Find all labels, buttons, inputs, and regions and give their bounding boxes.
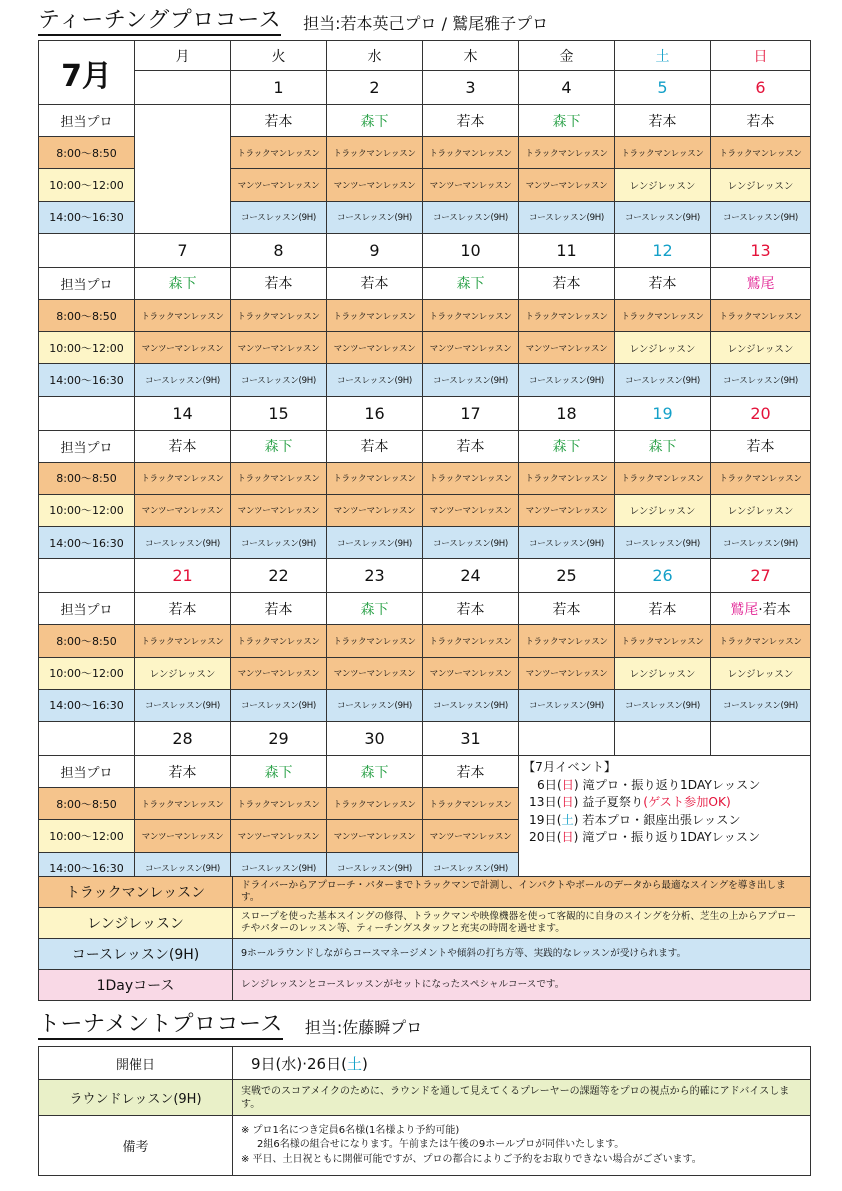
lesson-mantoman: マンツーマンレッスン (327, 820, 423, 852)
pro-cell: 若本 (423, 756, 519, 788)
lesson-mantoman: マンツーマンレッスン (423, 657, 519, 689)
pro-cell: 若本 (711, 430, 811, 462)
day-cell: 22 (231, 559, 327, 593)
lesson-course: コースレッスン(9H) (327, 527, 423, 559)
pro-cell: 若本 (711, 105, 811, 137)
day-cell: 31 (423, 722, 519, 756)
pro-cell: 若本 (327, 430, 423, 462)
day-cell: 10 (423, 233, 519, 267)
lesson-range: レンジレッスン (615, 169, 711, 201)
lesson-course: コースレッスン(9H) (519, 364, 615, 396)
row-label-slot3: 14:00〜16:30 (39, 689, 135, 721)
row-label-slot2: 10:00〜12:00 (39, 820, 135, 852)
lesson-course: コースレッスン(9H) (231, 689, 327, 721)
day-cell-empty (711, 722, 811, 756)
event-text: 滝プロ・振り返り1DAYレッスン (582, 830, 761, 844)
row-label-pro: 担当プロ (39, 430, 135, 462)
lesson-course: コースレッスン(9H) (231, 201, 327, 233)
row-label-pro: 担当プロ (39, 267, 135, 299)
lesson-course: コースレッスン(9H) (519, 527, 615, 559)
pro-cell: 若本 (615, 105, 711, 137)
legend-desc: レンジレッスンとコースレッスンがセットになったスペシャルコースです。 (233, 970, 811, 1001)
lesson-course: コースレッスン(9H) (711, 201, 811, 233)
day-cell: 14 (135, 396, 231, 430)
weekday-sat: 土 (615, 41, 711, 71)
day-cell: 23 (327, 559, 423, 593)
lesson-trackman: トラックマンレッスン (615, 299, 711, 331)
pro-cell: 森下 (519, 105, 615, 137)
note-line: ※ 平日、土日祝ともに開催可能ですが、プロの都合によりご予約をお取りできない場合がございます。 (241, 1153, 702, 1165)
lesson-trackman: トラックマンレッスン (711, 462, 811, 494)
day-cell: 15 (231, 396, 327, 430)
day-cell: 26 (615, 559, 711, 593)
lesson-trackman: トラックマンレッスン (519, 137, 615, 169)
teaching-header (38, 6, 548, 36)
day-cell: 2 (327, 71, 423, 105)
tournament-dates-paren: ) (361, 1054, 368, 1073)
day-cell: 13 (711, 233, 811, 267)
event-paren: ) (573, 812, 579, 827)
weekday-wed: 水 (327, 41, 423, 71)
event-text: 益子夏祭り (582, 795, 644, 809)
event-date: 13日( (529, 795, 562, 809)
lesson-range: レンジレッスン (615, 657, 711, 689)
pro-cell: 若本 (423, 430, 519, 462)
lesson-trackman: トラックマンレッスン (423, 625, 519, 657)
row-label-slot2: 10:00〜12:00 (39, 169, 135, 201)
events-box (519, 756, 811, 885)
day-cell: 12 (615, 233, 711, 267)
lesson-trackman: トラックマンレッスン (231, 462, 327, 494)
day-cell: 8 (231, 233, 327, 267)
pro-cell: 若本 (135, 593, 231, 625)
lesson-mantoman: マンツーマンレッスン (231, 169, 327, 201)
event-item (523, 812, 806, 830)
lesson-mantoman: マンツーマンレッスン (519, 332, 615, 364)
events-title: 【7月イベント】 (523, 760, 617, 774)
lesson-course: コースレッスン(9H) (711, 689, 811, 721)
event-note: (ゲスト参加OK) (643, 795, 731, 809)
row-label-slot2: 10:00〜12:00 (39, 657, 135, 689)
event-dow: 土 (561, 812, 574, 827)
round-lesson-label: ラウンドレッスン(9H) (39, 1080, 233, 1116)
lesson-trackman: トラックマンレッスン (135, 788, 231, 820)
event-item (523, 777, 806, 795)
row-label-pro: 担当プロ (39, 756, 135, 788)
lesson-trackman: トラックマンレッスン (327, 625, 423, 657)
lesson-mantoman: マンツーマンレッスン (135, 820, 231, 852)
lesson-trackman: トラックマンレッスン (231, 299, 327, 331)
day-cell: 19 (615, 396, 711, 430)
lesson-course: コースレッスン(9H) (327, 689, 423, 721)
event-paren: ) (573, 830, 579, 844)
pro-cell: 若本 (135, 756, 231, 788)
lesson-trackman: トラックマンレッスン (615, 462, 711, 494)
lesson-mantoman: マンツーマンレッスン (423, 169, 519, 201)
pro-cell: 森下 (519, 430, 615, 462)
teaching-staff: 担当:若本英己プロ / 鷲尾雅子プロ (303, 14, 549, 33)
pro-cell: 若本 (615, 267, 711, 299)
lesson-trackman: トラックマンレッスン (327, 137, 423, 169)
lesson-mantoman: マンツーマンレッスン (519, 494, 615, 526)
weekday-sun: 日 (711, 41, 811, 71)
lesson-mantoman: マンツーマンレッスン (519, 657, 615, 689)
pro-cell: 森下 (231, 756, 327, 788)
day-spacer (39, 559, 135, 593)
lesson-trackman: トラックマンレッスン (231, 788, 327, 820)
lesson-trackman: トラックマンレッスン (711, 299, 811, 331)
lesson-course: コースレッスン(9H) (135, 364, 231, 396)
pro-cell: 森下 (327, 105, 423, 137)
row-label-pro: 担当プロ (39, 105, 135, 137)
pro-cell: 森下 (615, 430, 711, 462)
round-lesson-desc: 実戦でのスコアメイクのために、ラウンドを通して見えてくるプレーヤーの課題等をプロの視点から的確にアドバイスします。 (233, 1080, 811, 1116)
day-cell: 6 (711, 71, 811, 105)
event-dow: 日 (561, 830, 574, 844)
day-cell: 3 (423, 71, 519, 105)
teaching-course-title: ティーチングプロコース (38, 8, 281, 36)
month-label: 7月 (39, 41, 135, 105)
pro-cell: 若本 (423, 593, 519, 625)
lesson-course: コースレッスン(9H) (231, 852, 327, 884)
day-cell: 16 (327, 396, 423, 430)
day-cell: 29 (231, 722, 327, 756)
day-cell: 21 (135, 559, 231, 593)
lesson-range: レンジレッスン (615, 332, 711, 364)
lesson-trackman: トラックマンレッスン (423, 137, 519, 169)
lesson-trackman: トラックマンレッスン (327, 299, 423, 331)
row-label-slot1: 8:00〜8:50 (39, 788, 135, 820)
lesson-mantoman: マンツーマンレッスン (519, 169, 615, 201)
row-label-slot1: 8:00〜8:50 (39, 625, 135, 657)
lesson-range: レンジレッスン (615, 494, 711, 526)
lesson-mantoman: マンツーマンレッスン (231, 332, 327, 364)
weekday-thu: 木 (423, 41, 519, 71)
lesson-course: コースレッスン(9H) (135, 852, 231, 884)
lesson-course: コースレッスン(9H) (615, 364, 711, 396)
day-cell: 11 (519, 233, 615, 267)
lesson-course: コースレッスン(9H) (711, 527, 811, 559)
lesson-trackman: トラックマンレッスン (327, 462, 423, 494)
lesson-trackman: トラックマンレッスン (327, 788, 423, 820)
pro-cell: 若本 (519, 593, 615, 625)
lesson-trackman: トラックマンレッスン (231, 625, 327, 657)
lesson-range: レンジレッスン (711, 169, 811, 201)
lesson-course: コースレッスン(9H) (423, 852, 519, 884)
lesson-trackman: トラックマンレッスン (231, 137, 327, 169)
lesson-course: コースレッスン(9H) (519, 201, 615, 233)
pro-cell: 若本 (519, 267, 615, 299)
lesson-course: コースレッスン(9H) (423, 689, 519, 721)
day-cell: 25 (519, 559, 615, 593)
lesson-trackman: トラックマンレッスン (423, 299, 519, 331)
pro-cell: 森下 (327, 593, 423, 625)
lesson-trackman: トラックマンレッスン (615, 625, 711, 657)
lesson-course: コースレッスン(9H) (615, 201, 711, 233)
day-spacer (39, 396, 135, 430)
day-cell: 7 (135, 233, 231, 267)
lesson-trackman: トラックマンレッスン (135, 625, 231, 657)
legend-name: トラックマンレッスン (39, 877, 233, 908)
weekday-mon: 月 (135, 41, 231, 71)
lesson-trackman: トラックマンレッスン (711, 137, 811, 169)
tournament-dates-label: 開催日 (39, 1047, 233, 1080)
tournament-header (38, 1010, 422, 1040)
pro-cell: 若本 (135, 430, 231, 462)
tournament-course-title: トーナメントプロコース (38, 1012, 283, 1040)
teaching-calendar (38, 40, 811, 885)
pro-washio: 鷲尾 (730, 601, 759, 618)
pro-cell: 若本 (231, 267, 327, 299)
lesson-mantoman: マンツーマンレッスン (327, 494, 423, 526)
pro-cell: 鷲尾 (711, 267, 811, 299)
lesson-trackman: トラックマンレッスン (711, 625, 811, 657)
lesson-trackman: トラックマンレッスン (135, 462, 231, 494)
notes (233, 1116, 811, 1176)
day-cell (135, 71, 231, 105)
note-line: 2組6名様の組合せになります。午前または午後の9ホールプロが同伴いたします。 (257, 1139, 625, 1151)
weekday-fri: 金 (519, 41, 615, 71)
event-paren: ) (573, 795, 579, 809)
lesson-mantoman: マンツーマンレッスン (423, 494, 519, 526)
day-cell: 28 (135, 722, 231, 756)
day-cell: 24 (423, 559, 519, 593)
pro-cell-split: 鷲尾·若本 (711, 593, 811, 625)
event-text: 若本プロ・銀座出張レッスン (582, 812, 741, 827)
event-date: 19日( (529, 812, 562, 827)
lesson-course: コースレッスン(9H) (231, 527, 327, 559)
row-label-slot3: 14:00〜16:30 (39, 852, 135, 884)
day-spacer (39, 722, 135, 756)
row-label-slot2: 10:00〜12:00 (39, 332, 135, 364)
day-cell: 27 (711, 559, 811, 593)
tournament-dates (233, 1047, 811, 1080)
lesson-course: コースレッスン(9H) (135, 527, 231, 559)
lesson-mantoman: マンツーマンレッスン (327, 657, 423, 689)
legend-desc: 9ホールラウンドしながらコースマネージメントや傾斜の打ち方等、実践的なレッスンが受けられます。 (233, 939, 811, 970)
legend-name: コースレッスン(9H) (39, 939, 233, 970)
event-text: 滝プロ・振り返り1DAYレッスン (582, 777, 761, 792)
lesson-trackman: トラックマンレッスン (519, 625, 615, 657)
notes-label: 備考 (39, 1116, 233, 1176)
lesson-course: コースレッスン(9H) (615, 689, 711, 721)
legend-desc: ドライバーからアプローチ・パターまでトラックマンで計測し、インパクトやボールのデータから最適なスイングを導き出します。 (233, 877, 811, 908)
event-item (523, 829, 806, 847)
lesson-course: コースレッスン(9H) (327, 364, 423, 396)
tournament-dates-text: 9日(水)·26日( (251, 1054, 347, 1073)
row-label-slot3: 14:00〜16:30 (39, 201, 135, 233)
lesson-course: コースレッスン(9H) (327, 201, 423, 233)
lesson-trackman: トラックマンレッスン (423, 788, 519, 820)
lesson-range: レンジレッスン (711, 657, 811, 689)
lesson-mantoman: マンツーマンレッスン (423, 820, 519, 852)
day-cell: 18 (519, 396, 615, 430)
lesson-course: コースレッスン(9H) (231, 364, 327, 396)
lesson-mantoman: マンツーマンレッスン (135, 494, 231, 526)
day-cell: 20 (711, 396, 811, 430)
pro-cell: 森下 (135, 267, 231, 299)
lesson-course: コースレッスン(9H) (135, 689, 231, 721)
day-cell: 5 (615, 71, 711, 105)
day-cell: 30 (327, 722, 423, 756)
tournament-dates-dow: 土 (346, 1054, 362, 1073)
lesson-course: コースレッスン(9H) (711, 364, 811, 396)
pro-cell: 森下 (423, 267, 519, 299)
lesson-trackman: トラックマンレッスン (615, 137, 711, 169)
event-item (523, 794, 806, 812)
lesson-course: コースレッスン(9H) (615, 527, 711, 559)
day-cell-empty (519, 722, 615, 756)
note-line: ※ プロ1名につき定員6名様(1名様より予約可能) (241, 1124, 460, 1136)
tournament-staff: 担当:佐藤瞬プロ (304, 1018, 423, 1037)
row-label-slot1: 8:00〜8:50 (39, 462, 135, 494)
row-label-pro: 担当プロ (39, 593, 135, 625)
pro-cell: 若本 (231, 593, 327, 625)
row-label-slot1: 8:00〜8:50 (39, 299, 135, 331)
day-cell: 4 (519, 71, 615, 105)
lesson-mantoman: マンツーマンレッスン (135, 332, 231, 364)
lesson-course: コースレッスン(9H) (519, 689, 615, 721)
row-label-slot2: 10:00〜12:00 (39, 494, 135, 526)
lesson-range: レンジレッスン (711, 494, 811, 526)
pro-cell: 若本 (231, 105, 327, 137)
lesson-mantoman: マンツーマンレッスン (231, 494, 327, 526)
lesson-legend (38, 876, 811, 1001)
lesson-course: コースレッスン(9H) (423, 201, 519, 233)
event-dow: 日 (561, 795, 574, 809)
event-date: 6日( (537, 777, 562, 792)
lesson-mantoman: マンツーマンレッスン (231, 820, 327, 852)
day-cell: 1 (231, 71, 327, 105)
row-label-slot3: 14:00〜16:30 (39, 527, 135, 559)
lesson-range: レンジレッスン (711, 332, 811, 364)
lesson-trackman: トラックマンレッスン (519, 462, 615, 494)
row-label-slot1: 8:00〜8:50 (39, 137, 135, 169)
event-date: 20日( (529, 830, 562, 844)
lesson-mantoman: マンツーマンレッスン (327, 169, 423, 201)
lesson-mantoman: マンツーマンレッスン (327, 332, 423, 364)
pro-cell: 若本 (615, 593, 711, 625)
lesson-mantoman: マンツーマンレッスン (231, 657, 327, 689)
lesson-course: コースレッスン(9H) (327, 852, 423, 884)
day-cell-empty (615, 722, 711, 756)
lesson-trackman: トラックマンレッスン (519, 299, 615, 331)
day-cell: 9 (327, 233, 423, 267)
tournament-table (38, 1046, 811, 1176)
legend-name: 1Dayコース (39, 970, 233, 1001)
day-spacer (39, 233, 135, 267)
lesson-course: コースレッスン(9H) (423, 527, 519, 559)
pro-cell: 森下 (231, 430, 327, 462)
row-label-slot3: 14:00〜16:30 (39, 364, 135, 396)
pro-cell: 若本 (327, 267, 423, 299)
day-cell: 17 (423, 396, 519, 430)
weekday-tue: 火 (231, 41, 327, 71)
lesson-trackman: トラックマンレッスン (423, 462, 519, 494)
lesson-course: コースレッスン(9H) (423, 364, 519, 396)
empty-day (135, 105, 231, 234)
pro-cell: 森下 (327, 756, 423, 788)
lesson-trackman: トラックマンレッスン (135, 299, 231, 331)
event-dow: 日 (561, 777, 574, 792)
legend-name: レンジレッスン (39, 908, 233, 939)
lesson-range: レンジレッスン (135, 657, 231, 689)
event-paren: ) (573, 777, 579, 792)
legend-desc: スロープを使った基本スイングの修得、トラックマンや映像機器を使って客観的に自身のスイングを分析、芝生の上からアプローチやパターのレッスン等、ティーチングスタッフと充実の時間を過せます。 (233, 908, 811, 939)
pro-cell: 若本 (423, 105, 519, 137)
lesson-mantoman: マンツーマンレッスン (423, 332, 519, 364)
